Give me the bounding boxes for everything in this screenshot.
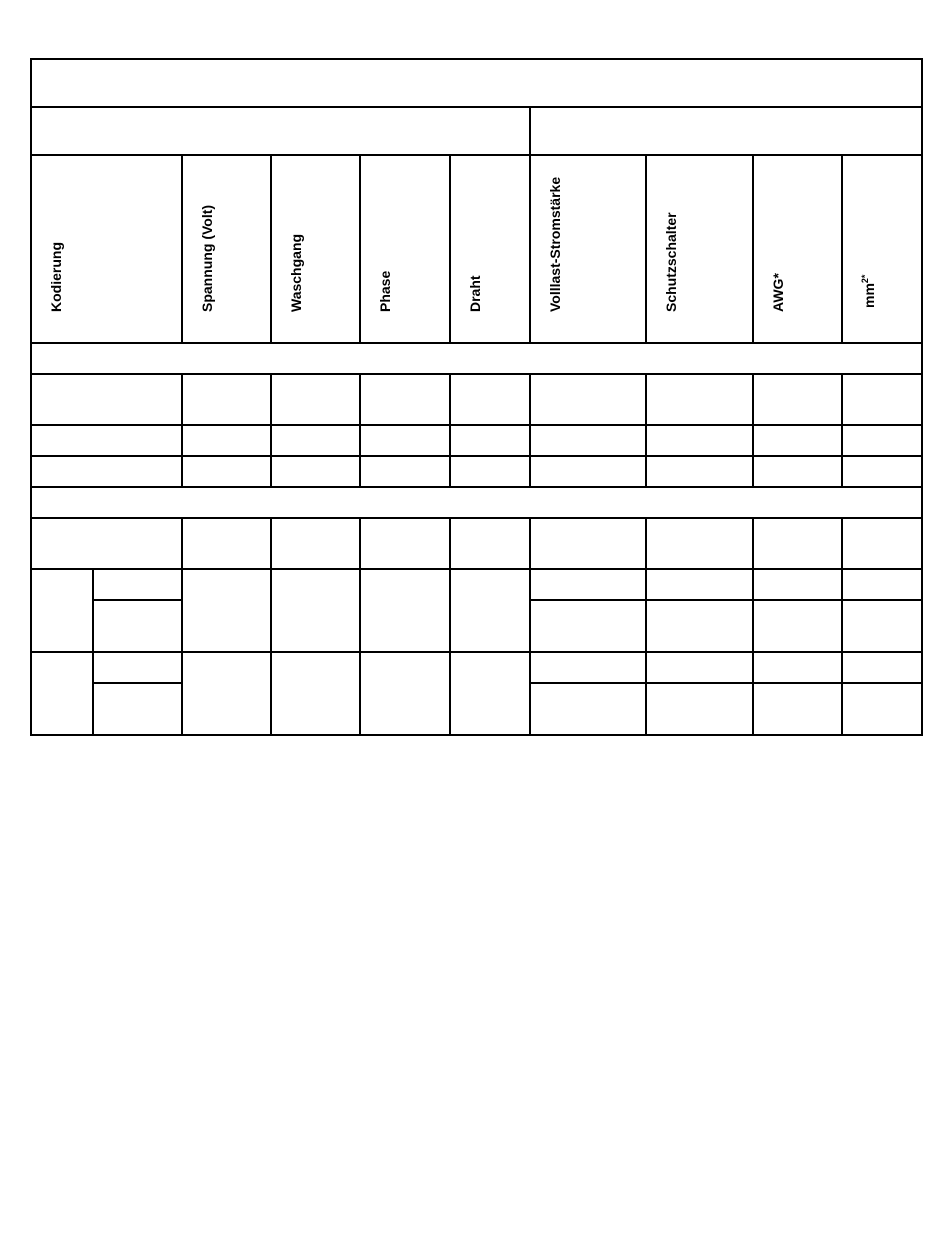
table-cell (182, 518, 271, 569)
table-cell (271, 518, 360, 569)
table-cell (31, 374, 182, 425)
table-cell (753, 518, 842, 569)
table-cell (31, 425, 182, 456)
table-cell (530, 518, 646, 569)
section-row (31, 487, 922, 518)
table-cell (842, 518, 922, 569)
table-cell (31, 518, 182, 569)
header-label: Spannung (Volt) (199, 204, 215, 312)
table-cell (360, 569, 450, 652)
table-cell (360, 374, 450, 425)
table-cell (271, 456, 360, 487)
header-spannung (182, 155, 271, 343)
table-cell (530, 374, 646, 425)
table-cell (646, 456, 753, 487)
table-cell (842, 652, 922, 683)
column-header-row (31, 155, 922, 343)
header-phase (360, 155, 450, 343)
header-label-superscript: 2* (860, 274, 871, 284)
table-cell (646, 652, 753, 683)
table-cell (31, 456, 182, 487)
table-title-row (31, 59, 922, 107)
table-cell (842, 569, 922, 600)
table-cell (31, 652, 93, 735)
table-cell (360, 652, 450, 735)
table-cell (530, 456, 646, 487)
table-cell (646, 518, 753, 569)
header-label: Schutzschalter (663, 212, 679, 312)
table-cell (753, 652, 842, 683)
table-cell (530, 425, 646, 456)
table-cell (753, 456, 842, 487)
table-cell (182, 456, 271, 487)
table-cell (753, 600, 842, 652)
table-cell (530, 569, 646, 600)
table-row (31, 569, 922, 600)
table-row (31, 374, 922, 425)
header-label: Waschgang (288, 233, 304, 312)
header-schutzschalter (646, 155, 753, 343)
table-cell (753, 569, 842, 600)
table-cell (646, 569, 753, 600)
table-cell (753, 374, 842, 425)
table-cell (182, 374, 271, 425)
table-cell (530, 652, 646, 683)
header-label: Phase (377, 270, 393, 312)
table-cell (842, 683, 922, 735)
table-title-cell (31, 59, 922, 107)
section-cell (31, 343, 922, 374)
table-cell (842, 600, 922, 652)
header-volllast (530, 155, 646, 343)
table-cell (93, 683, 182, 735)
table-row (31, 456, 922, 487)
header-label-base: mm (860, 283, 877, 309)
header-label (857, 275, 877, 308)
table-cell (182, 425, 271, 456)
section-cell (31, 487, 922, 518)
table-cell (271, 569, 360, 652)
table-cell (842, 374, 922, 425)
table-cell (646, 374, 753, 425)
header-mm2 (842, 155, 922, 343)
header-label: Volllast-Stromstärke (547, 176, 563, 312)
header-label: AWG* (770, 273, 786, 312)
table-cell (646, 600, 753, 652)
table-cell (842, 425, 922, 456)
table-cell (530, 683, 646, 735)
table-cell (450, 374, 530, 425)
table-cell (646, 683, 753, 735)
table-cell (360, 425, 450, 456)
table-cell (450, 518, 530, 569)
table-cell (271, 374, 360, 425)
table-cell (646, 425, 753, 456)
table-cell (182, 569, 271, 652)
header-label: Kodierung (48, 242, 64, 312)
section-row (31, 343, 922, 374)
group-header-left (31, 107, 530, 155)
table-cell (842, 456, 922, 487)
table-cell (271, 425, 360, 456)
table-row (31, 518, 922, 569)
table-cell (450, 652, 530, 735)
table-cell (93, 652, 182, 683)
table-cell (450, 425, 530, 456)
table-cell (450, 456, 530, 487)
table-cell (93, 569, 182, 600)
table-row (31, 652, 922, 683)
group-header-right (530, 107, 922, 155)
table-group-row (31, 107, 922, 155)
table-cell (753, 683, 842, 735)
table-cell (360, 456, 450, 487)
table-cell (753, 425, 842, 456)
electrical-spec-table (30, 58, 923, 736)
header-waschgang (271, 155, 360, 343)
table-cell (182, 652, 271, 735)
header-draht (450, 155, 530, 343)
header-kodierung (31, 155, 182, 343)
table-cell (31, 569, 93, 652)
table-cell (450, 569, 530, 652)
header-label: Draht (467, 275, 483, 312)
table-cell (360, 518, 450, 569)
table-cell (93, 600, 182, 652)
header-awg (753, 155, 842, 343)
table-row (31, 425, 922, 456)
table-cell (530, 600, 646, 652)
table-cell (271, 652, 360, 735)
